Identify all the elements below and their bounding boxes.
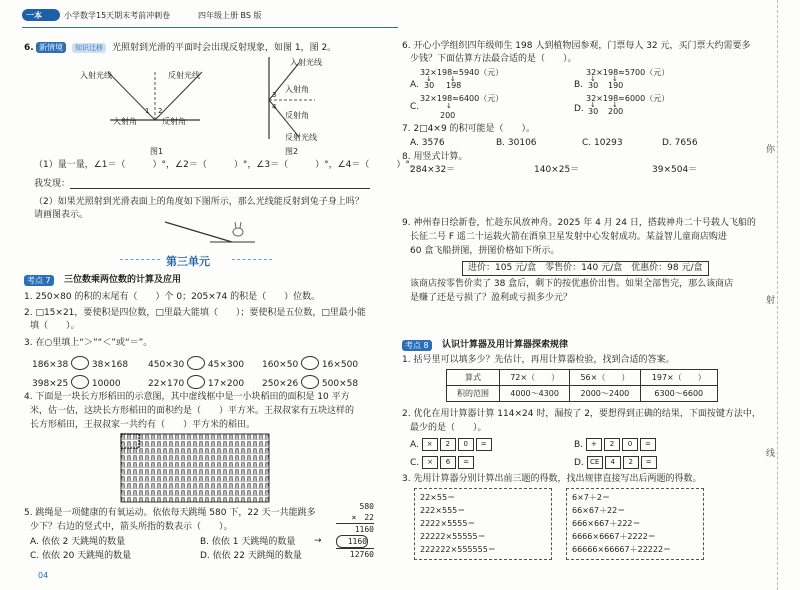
table-cell: 算式 (447, 370, 500, 386)
q3-expr: 45×300 (207, 360, 245, 370)
option-label: D. (574, 458, 584, 468)
side-char: 你 (766, 145, 776, 155)
q6-opt-a-label[interactable]: A. (410, 80, 419, 90)
q6-opt-d-r1: 30 (588, 107, 599, 116)
q6-tag-new: 新情境 (36, 42, 66, 53)
right-q7: 7. 2□4×9 的积可能是（ ）。 (402, 124, 536, 134)
q3-expr: 10000 (91, 379, 121, 389)
vert-row: × 22 (336, 512, 374, 524)
q6-opt-b-label[interactable]: B. (574, 80, 584, 90)
list-item: 22×55＝ (420, 493, 456, 502)
table-cell: 4000～4300 (500, 386, 570, 402)
table-cell: 积的范围 (447, 386, 500, 402)
vert-row: 1160 (336, 535, 368, 548)
table-cell[interactable]: 72×（ ） (500, 370, 570, 386)
compare-circle[interactable] (301, 356, 319, 370)
list-item: 22222×55555＝ (420, 532, 486, 541)
table-row (447, 370, 718, 386)
right-q6-b: 少钱？下面估算方法最合适的是（ ）。 (410, 54, 577, 64)
fig2-angle-3: 3 (272, 91, 277, 99)
q3-expr: 450×30 (148, 360, 185, 370)
r2-option-d[interactable] (574, 456, 659, 469)
header-rule (22, 27, 398, 28)
header-badge-text: 一本 (26, 11, 42, 20)
arrow-down-icon: ↓ (612, 101, 618, 109)
rice-field-figure (120, 433, 270, 503)
side-char: 射 (766, 296, 776, 306)
right-q9-b: 长征二号 F 遥二十运载火箭在酒泉卫星发射中心发射成功。某益智儿童商店购进 (410, 232, 727, 242)
r2-option-a[interactable] (410, 438, 494, 451)
option-label: B. (574, 440, 584, 450)
q6-sub2-b: 请画图表示。 (34, 210, 89, 220)
side-char: 线 (766, 449, 776, 459)
right-q6-a: 6. 开心小学组织四年级师生 198 人到植物园参观，门票每人 32 元，买门票大约需要多 (402, 41, 751, 51)
calc-key: 6 (440, 456, 456, 469)
compare-circle[interactable] (187, 356, 205, 370)
option-label: A. (410, 440, 419, 450)
table-cell: 6300～6600 (640, 386, 717, 402)
q3-expr: 22×170 (148, 379, 185, 389)
arrow-icon: → (314, 536, 322, 546)
light-ray (165, 222, 232, 242)
left-q5-a: 5. 跳绳是一项健康的有氧运动。依依每天跳绳 580 下，22 天一共能跳多 (24, 508, 316, 518)
q6-opt-d-eq: 32×198≈6000（元） (586, 94, 670, 103)
q3-expr: 17×200 (207, 379, 245, 389)
left-q2-b: 填（ ）。 (30, 321, 80, 331)
table-cell: 2000～2400 (570, 386, 640, 402)
q3-row2-c (262, 375, 358, 390)
list-item: 666×667＋222＝ (572, 519, 641, 528)
fig1-angle-1: 1 (145, 107, 150, 115)
calc-key: = (640, 438, 656, 451)
q7-option-a[interactable]: A. 3576 (410, 138, 445, 148)
q6-text: 光照射到光滑的平面时会出现反射现象，如图 1，图 2。 (112, 43, 337, 53)
q5-option-d[interactable]: D. 依依 22 天跳绳的数量 (200, 551, 302, 561)
calc-key: 4 (605, 456, 621, 469)
left-q4-c: 长方形稻田，王叔叔家一共约有（ ）平方米的稻田。 (30, 420, 256, 430)
right-q9-c: 60 盒飞船拼图，拼图价格如下所示。 (410, 246, 560, 256)
page-number: 04 (38, 571, 49, 580)
q3-expr: 500×58 (321, 379, 359, 389)
compare-circle[interactable] (187, 375, 205, 389)
calc-key: = (476, 438, 492, 451)
kp7-title: 三位数乘两位数的计算及应用 (64, 275, 182, 285)
right-q8: 8. 用竖式计算。 (402, 152, 468, 162)
rice-field (121, 434, 269, 502)
q5-option-a[interactable]: A. 依依 2 天跳绳的数量 (30, 537, 126, 547)
q6-opt-a-r2: 198 (446, 81, 462, 90)
fig2-out-angle-label: 反射角 (285, 111, 309, 120)
arrow-down-icon: ↓ (590, 101, 596, 109)
q5-option-c[interactable]: C. 依依 20 天跳绳的数量 (30, 551, 132, 561)
vert-row: 1160 (354, 525, 374, 534)
fig2-out-ray-label: 反射光线 (285, 133, 317, 142)
table-cell[interactable]: 197×（ ） (640, 370, 717, 386)
q7-option-b[interactable]: B. 30106 (496, 138, 537, 148)
price-box: 进价：105 元/盒 零售价：140 元/盒 优惠价：98 元/盒 (462, 261, 709, 276)
unit-title: 第三单元 (166, 255, 210, 268)
calc-key: CE (587, 456, 603, 469)
header-grade: 四年级上册 BS 版 (198, 11, 262, 20)
vert-row: 580 (359, 502, 374, 511)
page-fold (777, 0, 779, 590)
r1-title: 1. 括号里可以填多少？先估计，再用计算器检验，找到合适的答案。 (402, 355, 675, 365)
q6-opt-c-eq: 32×198≈6400（元） (420, 94, 504, 103)
calc-key: 0 (622, 438, 638, 451)
range-table (446, 369, 718, 402)
compare-circle[interactable] (301, 375, 319, 389)
calc-key: 0 (458, 438, 474, 451)
fig2-caption: 图2 (285, 147, 299, 156)
left-q3-title: 3. 在○里填上“＞”“＜”或“＝”。 (24, 338, 153, 348)
q8-expr-1: 284×32＝ (410, 165, 456, 175)
compare-circle[interactable] (71, 356, 89, 370)
r2-option-c[interactable] (410, 456, 476, 469)
q3-expr: 250×26 (262, 379, 299, 389)
calc-key: 2 (623, 456, 639, 469)
rabbit-icon (233, 228, 243, 236)
fig2-in-ray-label: 入射光线 (290, 58, 322, 67)
fig1-in-angle-label: 入射角 (113, 117, 137, 126)
q6-opt-b-r2: 190 (608, 81, 624, 90)
q3-expr: 186×38 (32, 360, 69, 370)
list-item: 6666×6667＋2222＝ (572, 532, 656, 541)
q3-expr: 398×25 (32, 379, 69, 389)
left-q5-b: 少下？右边的竖式中，箭头所指的数表示（ ）。 (30, 522, 233, 532)
kp7-tag: 考点 7 (24, 275, 54, 286)
q6-tag-transfer: 知识迁移 (72, 43, 106, 53)
unit-rule-right (232, 259, 272, 260)
q5-option-b[interactable]: B. 依依 1 天跳绳的数量 (200, 537, 296, 547)
arrow-down-icon: ↓ (612, 75, 618, 83)
table-cell[interactable]: 56×（ ） (570, 370, 640, 386)
compare-circle[interactable] (71, 375, 89, 389)
q3-expr: 160×50 (262, 360, 299, 370)
fig1-in-ray-label: 入射光线 (80, 71, 112, 80)
q6-opt-b-r1: 30 (588, 81, 599, 90)
r3-left-list (420, 491, 496, 556)
q3-expr: 38×168 (91, 360, 129, 370)
fig2-angle-4: 4 (272, 103, 277, 111)
right-q9-d: 该商店按零售价卖了 38 盒后，剩下的按优惠价出售。如果全部售完，那么该商店 (410, 279, 734, 289)
table-row (447, 386, 718, 402)
header-title: 小学数学15天期末考前冲刺卷 (64, 11, 171, 20)
q6-opt-d-label[interactable]: D. (574, 104, 584, 114)
left-q4-b: 米，估一估，这块长方形稻田的面积约是（ ）平方米。王叔叔家有五块这样的 (30, 406, 355, 416)
list-item: 222×555＝ (420, 506, 466, 515)
list-item: 2222×5555＝ (420, 519, 476, 528)
calc-key: + (586, 438, 602, 451)
list-item: 66666×66667＋22222＝ (572, 545, 672, 554)
calc-key: 2 (604, 438, 620, 451)
r2-option-b[interactable] (574, 438, 658, 451)
q6-find-line[interactable] (70, 188, 370, 189)
fig2-in-angle-label: 入射角 (285, 85, 309, 94)
fig1-out-ray-label: 反射光线 (168, 71, 200, 80)
q6-sub2-a: （2）如果光照射到光滑表面上的角度如下图所示，那么光线能反射到兔子身上吗？ (34, 197, 364, 207)
q6-opt-d-r2: 200 (608, 107, 624, 116)
q6-opt-a-eq: 32×198≈5940（元） (420, 68, 504, 77)
q7-option-c[interactable]: C. 10293 (582, 138, 623, 148)
q6-opt-c-label[interactable]: C. (410, 102, 420, 112)
rabbit-figure (160, 218, 260, 248)
q3-row2 (32, 375, 121, 390)
list-item: 66×67＋22＝ (572, 506, 626, 515)
q6-find: 我发现： (34, 179, 71, 189)
r3-title: 3. 先用计算器分别计算出前三题的得数，找出规律直接写出后两题的得数。 (402, 474, 702, 484)
unit-rule-left (120, 259, 160, 260)
calc-key: = (458, 456, 474, 469)
left-q2-a: 2. □15×21，要使积是四位数，□里最大能填（ ）；要使积是五位数，□里最小能 (24, 308, 366, 318)
right-q9-e: 是赚了还是亏损了？盈利或亏损多少元？ (410, 293, 573, 303)
calc-key: 2 (440, 438, 456, 451)
left-q1: 1. 250×80 的积的末尾有（ ）个 0；205×74 的积是（ ）位数。 (24, 292, 321, 302)
calc-key: = (641, 456, 657, 469)
q3-row1-b (148, 356, 244, 371)
left-q4-a: 4. 下面是一块长方形稻田的示意图，其中虚线框中是一小块稻田的面积是 10 平方 (24, 392, 350, 402)
q3-row2-b (148, 375, 244, 390)
calc-key: × (422, 438, 438, 451)
option-label: C. (410, 458, 420, 468)
q8-expr-3: 39×504＝ (652, 165, 698, 175)
arrow-down-icon: ↓ (426, 75, 432, 83)
r2-a: 2. 优化在用计算器计算 114×24 时，漏按了 2，要想得到正确的结果，下面按键方法中， (402, 409, 761, 419)
kp8-title: 认识计算器及用计算器探索规律 (442, 340, 569, 350)
list-item: 6×7＋2＝ (572, 493, 610, 502)
q5-vertical-calc (336, 501, 374, 560)
q6-sub1: （1）量一量，∠1＝（ ）°，∠2＝（ ）°，∠3＝（ ）°，∠4＝（ ）°。 (34, 160, 419, 170)
r2-b: 最少的是（ ）。 (410, 423, 487, 433)
q8-expr-2: 140×25＝ (534, 165, 580, 175)
vert-row: 12760 (336, 548, 374, 560)
fig1-out-angle-label: 反射角 (162, 117, 186, 126)
q6-opt-a-r1: 30 (424, 81, 435, 90)
arrow-down-icon: ↓ (590, 75, 596, 83)
right-q9-a: 9. 神州春日绘新卷，忙趁东风放神舟。2025 年 4 月 24 日，搭载神舟二十号载人飞船的 (402, 218, 756, 228)
fig1-angle-2: 2 (158, 107, 163, 115)
q6-opt-b-eq: 32×198≈5700（元） (586, 68, 670, 77)
arrow-down-icon: ↓ (450, 75, 456, 83)
arrow-down-icon: ↓ (446, 102, 452, 110)
calc-key: × (422, 456, 438, 469)
q3-row1-c (262, 356, 358, 371)
q6-opt-c-r1: 200 (440, 111, 456, 120)
q6-number: 6. (24, 43, 34, 53)
q3-row1 (32, 356, 128, 371)
kp8-tag: 考点 8 (402, 340, 432, 351)
fig1-caption: 图1 (150, 147, 164, 156)
r3-right-list (572, 491, 671, 556)
q7-option-d[interactable]: D. 7656 (662, 138, 698, 148)
list-item: 222222×555555＝ (420, 545, 496, 554)
q3-expr: 16×500 (321, 360, 359, 370)
